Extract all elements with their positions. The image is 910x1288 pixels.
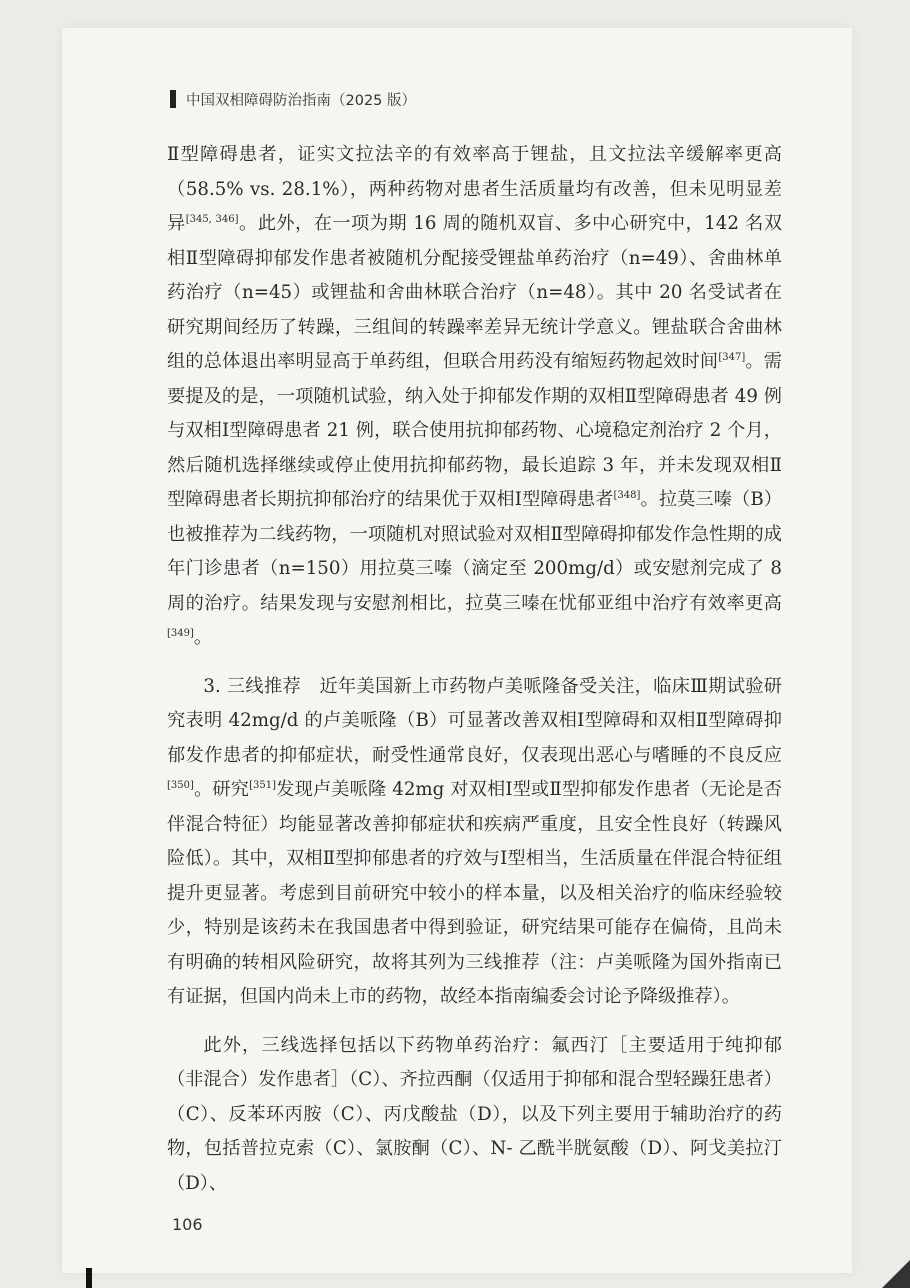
body-text: [167, 138, 782, 1201]
paragraph-text: 近年美国新上市药物卢美哌隆备受关注，临床Ⅲ期试验研究表明 42mg/d 的卢美哌隆（B）可显著改善双相Ⅰ型障碍和双相Ⅱ型障碍抑郁发作患者的抑郁症状，耐受性通常良好，仅表现出恶心与嗜睡的不良反应: [167, 675, 782, 766]
paragraph-other-options: [167, 1029, 782, 1202]
paragraph-text: 。此外，在一项为期 16 周的随机双盲、多中心研究中，142 名双相Ⅱ型障碍抑郁发作患者被随机分配接受锂盐单药治疗（n=49）、舍曲林单药治疗（n=45）或锂盐和舍曲林联合治疗（n=48）。其中 20 名受试者在研究期间经历了转躁，三组间的转躁率差异无统计学意义。锂盐联合舍曲林组的总体退出率明显高于单药组，但联合用药没有缩短药物起效时间: [167, 213, 783, 372]
paragraph-text: 。需要提及的是，一项随机试验，纳入处于抑郁发作期的双相Ⅱ型障碍患者 49 例与双相Ⅰ型障碍患者 21 例，联合使用抗抑郁药物、心境稳定剂治疗 2 个月，然后随机选择继续或停止使用抗抑郁药物，最长追踪 3 年，并未发现双相Ⅱ型障碍患者长期抗抑郁治疗的结果优于双相Ⅰ型障碍患者: [167, 351, 782, 510]
citation: [351]: [249, 780, 277, 791]
section-lead: 3. 三线推荐: [203, 675, 302, 697]
citation: [348]: [613, 490, 641, 501]
binding-mark: [86, 1268, 92, 1288]
header-title: 中国双相障碍防治指南（2025 版）: [186, 92, 417, 109]
header-marker: [170, 90, 176, 108]
citation: [349]: [167, 628, 194, 639]
page-number: 106: [172, 1215, 203, 1234]
citation: [347]: [718, 352, 746, 363]
paragraph-text: 此外，三线选择包括以下药物单药治疗：氟西汀［主要适用于纯抑郁（非混合）发作患者］（C）、齐拉西酮（仅适用于抑郁和混合型轻躁狂患者）（C）、反苯环丙胺（C）、丙戊酸盐（D），以及下列主要用于辅助治疗的药物，包括普拉克索（C）、氯胺酮（C）、N- 乙酰半胱氨酸（D）、阿戈美拉汀（D）、: [167, 1034, 782, 1194]
corner-shadow: [882, 1260, 910, 1288]
paragraph-text: 。研究: [193, 779, 250, 800]
paragraph-text: 。: [193, 627, 213, 648]
paragraph-text: 发现卢美哌隆 42mg 对双相Ⅰ型或Ⅱ型抑郁发作患者（无论是否伴混合特征）均能显著改善抑郁症状和疾病严重度，且安全性良好（转躁风险低）。其中，双相Ⅱ型抑郁患者的疗效与Ⅰ型相当，生活质量在伴混合特征组提升更显著。考虑到目前研究中较小的样本量，以及相关治疗的临床经验较少，特别是该药未在我国患者中得到验证，研究结果可能存在偏倚，且尚未有明确的转相风险研究，故将其列为三线推荐（注：卢美哌隆为国外指南已有证据，但国内尚未上市的药物，故经本指南编委会讨论予降级推荐）。: [167, 779, 782, 1007]
citation: [350]: [167, 780, 194, 791]
paragraph-1: [167, 138, 782, 656]
running-header: [170, 88, 416, 110]
paragraph-section-3: [167, 670, 782, 1015]
citation: [345, 346]: [185, 214, 239, 225]
paragraph-text: Ⅱ型障碍患者，证实文拉法辛的有效率高于锂盐，且文拉法辛缓解率更高（58.5% vs. 28.1%），两种药物对患者生活质量均有改善，但未见明显差异: [167, 144, 782, 234]
paragraph-text: 。拉莫三嗪（B）也被推荐为二线药物，一项随机对照试验对双相Ⅱ型障碍抑郁发作急性期的成年门诊患者（n=150）用拉莫三嗪（滴定至 200mg/d）或安慰剂完成了 8 周的治疗。结果发现与安慰剂相比，拉莫三嗪在忧郁亚组中治疗有效率更高: [167, 489, 783, 614]
